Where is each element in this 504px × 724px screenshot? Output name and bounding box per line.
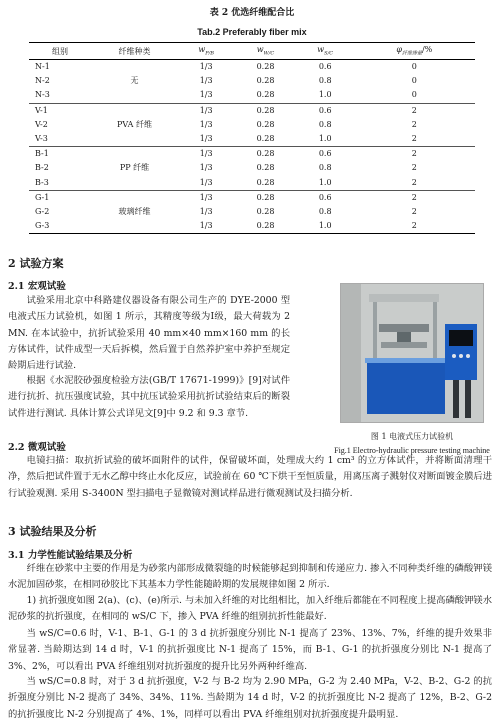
cell-fiber-type bbox=[91, 190, 178, 205]
section-3-title: 3 试验结果及分析 bbox=[8, 525, 97, 538]
cell-phi: 0 bbox=[411, 76, 417, 86]
cell-phi: 2 bbox=[411, 206, 417, 216]
table-caption-en: Tab.2 Preferably fiber mix bbox=[197, 27, 307, 37]
section-2-2-paragraph: 电镜扫描：取抗折试验的破坏面附件的试件，保留破坏面，处理成大约 1 cm³ 的立方体试件，并将断面清理干净，然后把试件置于无水乙醇中终止水化反应，试验前在 60 ℃下烘干至恒质量，用离压离子溅射仪对断面镀金膜后进行试验观测. 采用 S-3400N 型扫描电子显微镜对测试样品进行微观测试及扫描分析. bbox=[8, 455, 492, 499]
cell-group: N-3 bbox=[35, 90, 50, 100]
table-header-row bbox=[29, 43, 475, 60]
cell-fiber-type bbox=[91, 147, 178, 162]
section-2-2-title: 2.2 微观试验 bbox=[8, 442, 66, 453]
fiber-mix-table bbox=[29, 42, 475, 234]
cell-wpb: 1/3 bbox=[178, 219, 234, 234]
cell-group: V-3 bbox=[35, 134, 48, 144]
cell-fiber-type bbox=[91, 60, 178, 75]
cell-fiber-type bbox=[91, 176, 178, 191]
cell-wwc: 0.28 bbox=[256, 62, 275, 72]
cell-wwc: 0.28 bbox=[256, 119, 275, 129]
cell-fiber-type: 玻璃纤维 bbox=[118, 206, 151, 216]
cell-wsc: 0.8 bbox=[318, 119, 332, 129]
section-2-title: 2 试验方案 bbox=[8, 257, 64, 270]
cell-wwc: 0.28 bbox=[234, 103, 296, 118]
table-row bbox=[29, 60, 475, 75]
section-3-1-paragraph-1: 纤维在砂浆中主要的作用是为砂浆内部形成微裂缝的时候能够起到抑制和传递应力. 掺入不同种类纤维的磷酸钾镁水泥加固砂浆，在相同砂胶比下其基本力学性能随龄期的发展规律如图 2 所示. bbox=[8, 563, 492, 591]
cell-fiber-type: PP 纤维 bbox=[119, 163, 150, 173]
section-2-1-paragraph-2: 根据《水泥胶砂强度检验方法(GB/T 17671-1999)》[9]对试件进行抗折、抗压强度试验，其中抗压试验采用抗折试验结束后的断裂试件进行测试. 具体计算公式详见文[9]中 9.2 和 9.3 章节. bbox=[8, 375, 290, 419]
cell-wwc: 0.28 bbox=[234, 219, 296, 234]
cell-wwc: 0.28 bbox=[256, 76, 275, 86]
cell-wpb: 1/3 bbox=[199, 90, 213, 100]
cell-group: G-1 bbox=[29, 190, 91, 205]
cell-wpb: 1/3 bbox=[199, 134, 213, 144]
cell-phi: 0 bbox=[411, 62, 417, 72]
table-row bbox=[29, 132, 475, 147]
cell-group: G-2 bbox=[35, 206, 50, 216]
table-row bbox=[29, 147, 475, 162]
table-row bbox=[29, 118, 475, 132]
cell-wwc: 0.28 bbox=[256, 206, 275, 216]
cell-wpb: 1/3 bbox=[199, 206, 213, 216]
cell-fiber-type: PVA 纤维 bbox=[117, 119, 152, 129]
header-wpb: $w_{P/B}$ bbox=[178, 43, 234, 60]
cell-phi: 0 bbox=[411, 90, 417, 100]
cell-phi: 2 bbox=[354, 190, 475, 205]
cell-group: B-2 bbox=[35, 163, 49, 173]
cell-phi: 2 bbox=[411, 177, 417, 187]
table-row bbox=[29, 205, 475, 219]
section-2-1-paragraph-1: 试验采用北京中科路建仪器设备有限公司生产的 DYE-2000 型电液式压力试验机，如图 1 所示，其精度等级为Ⅰ级，最大荷载为 2 MN. 在本试验中，抗折试验采用 40 mm×40 mm×160 mm 的长方体试件，试件成型一天后拆模，然后置于自然养护室中养护至规定龄期后进行试验. bbox=[8, 295, 290, 372]
cell-wsc: 1.0 bbox=[318, 177, 332, 187]
table-row bbox=[29, 176, 475, 191]
pressure-testing-machine-image bbox=[340, 283, 484, 423]
section-3-1-paragraph-4: 当 wS/C=0.8 时，对于 3 d 抗折强度，V-2 与 B-2 均为 2.90 MPa，G-2 为 2.40 MPa，V-2、B-2、G-2 的抗折强度分别比 N-2 提高了 34%、34%、11%. 当龄期为 14 d 时，V-2 的抗折强度比 N-2 提高了 12%，B-2、G-2 的抗折强度比 N-2 分别提高了 4%、1%，同样可以看出 PVA 纤维组别对抗折强度提升最明显. bbox=[8, 676, 492, 720]
cell-phi: 2 bbox=[354, 147, 475, 162]
cell-wpb: 1/3 bbox=[199, 163, 213, 173]
cell-wwc: 0.28 bbox=[256, 90, 275, 100]
header-phi: $\varphi_{纤维掺量}/\%$ bbox=[354, 43, 475, 60]
cell-wpb: 1/3 bbox=[178, 190, 234, 205]
cell-wsc: 0.6 bbox=[297, 190, 354, 205]
cell-wpb: 1/3 bbox=[199, 62, 213, 72]
cell-group: B-1 bbox=[29, 147, 91, 162]
cell-group: V-1 bbox=[29, 103, 91, 118]
cell-fiber-type bbox=[91, 103, 178, 118]
cell-wpb: 1/3 bbox=[178, 103, 234, 118]
cell-wsc: 0.8 bbox=[318, 163, 332, 173]
header-wwc: $w_{W/C}$ bbox=[234, 43, 296, 60]
cell-group: G-3 bbox=[29, 219, 91, 234]
header-group: 组别 bbox=[29, 43, 91, 60]
cell-wsc: 0.6 bbox=[318, 62, 332, 72]
cell-phi: 2 bbox=[354, 219, 475, 234]
cell-wwc: 0.28 bbox=[256, 163, 275, 173]
cell-group: N-2 bbox=[35, 76, 50, 86]
cell-wsc: 0.6 bbox=[297, 147, 354, 162]
cell-group: B-3 bbox=[35, 177, 49, 187]
section-3-1-paragraph-3: 当 wS/C=0.6 时，V-1、B-1、G-1 的 3 d 抗折强度分别比 N-1 提高了 23%、13%、7%，纤维的提升效果非常显著. 当龄期达到 14 d 时，V-1 的抗折强度比 N-1 提高了 15%，而 B-1、G-1 的抗折强度分别比 N-1 提高了 3%、2%，可以看出 PVA 纤维组别对抗折强度的提升比另外两种纤维高. bbox=[8, 628, 492, 672]
cell-fiber-type: 无 bbox=[130, 76, 139, 86]
cell-fiber-type bbox=[91, 132, 178, 147]
cell-wsc: 0.8 bbox=[318, 206, 332, 216]
table-row bbox=[29, 88, 475, 103]
cell-wwc: 0.28 bbox=[256, 177, 275, 187]
cell-wwc: 0.28 bbox=[234, 190, 296, 205]
table-row bbox=[29, 190, 475, 205]
cell-wpb: 1/3 bbox=[199, 76, 213, 86]
table-caption-cn: 表 2 优选纤维配合比 bbox=[209, 8, 295, 18]
cell-group: N-1 bbox=[35, 62, 50, 72]
section-3-1-paragraph-2: 1) 抗折强度如图 2(a)、(c)、(e)所示. 与未加入纤维的对比组相比，加入纤维后都能在不同程度上提高磷酸钾镁水泥砂浆的抗折强度，在相同的 wS/C 下，掺入 PVA 纤维的组别抗折性能最好. bbox=[8, 595, 492, 623]
section-2-1-title: 2.1 宏观试验 bbox=[8, 281, 66, 292]
cell-wpb: 1/3 bbox=[199, 177, 213, 187]
cell-phi: 2 bbox=[411, 163, 417, 173]
cell-wsc: 0.6 bbox=[297, 103, 354, 118]
table-row bbox=[29, 161, 475, 175]
table-row bbox=[29, 74, 475, 88]
cell-wsc: 1.0 bbox=[318, 134, 332, 144]
table-caption bbox=[0, 7, 504, 38]
cell-wsc: 1.0 bbox=[297, 219, 354, 234]
table-row bbox=[29, 219, 475, 234]
cell-wwc: 0.28 bbox=[256, 134, 275, 144]
cell-phi: 2 bbox=[354, 103, 475, 118]
cell-group: V-2 bbox=[35, 119, 48, 129]
machine-illustration bbox=[341, 284, 483, 422]
cell-phi: 2 bbox=[411, 134, 417, 144]
section-3-1-title: 3.1 力学性能试验结果及分析 bbox=[8, 550, 133, 561]
cell-fiber-type bbox=[91, 88, 178, 103]
cell-wsc: 1.0 bbox=[318, 90, 332, 100]
figure-caption-en: Fig.1 Electro-hydraulic pressure testing machine bbox=[334, 446, 490, 455]
cell-wsc: 0.8 bbox=[318, 76, 332, 86]
cell-fiber-type bbox=[91, 219, 178, 234]
cell-wpb: 1/3 bbox=[178, 147, 234, 162]
cell-wpb: 1/3 bbox=[199, 119, 213, 129]
cell-wwc: 0.28 bbox=[234, 147, 296, 162]
cell-phi: 2 bbox=[411, 119, 417, 129]
table-row bbox=[29, 103, 475, 118]
figure-caption-cn: 图 1 电液式压力试验机 bbox=[370, 432, 454, 441]
header-fiber: 纤维种类 bbox=[91, 43, 178, 60]
header-wsc: $w_{S/C}$ bbox=[297, 43, 354, 60]
